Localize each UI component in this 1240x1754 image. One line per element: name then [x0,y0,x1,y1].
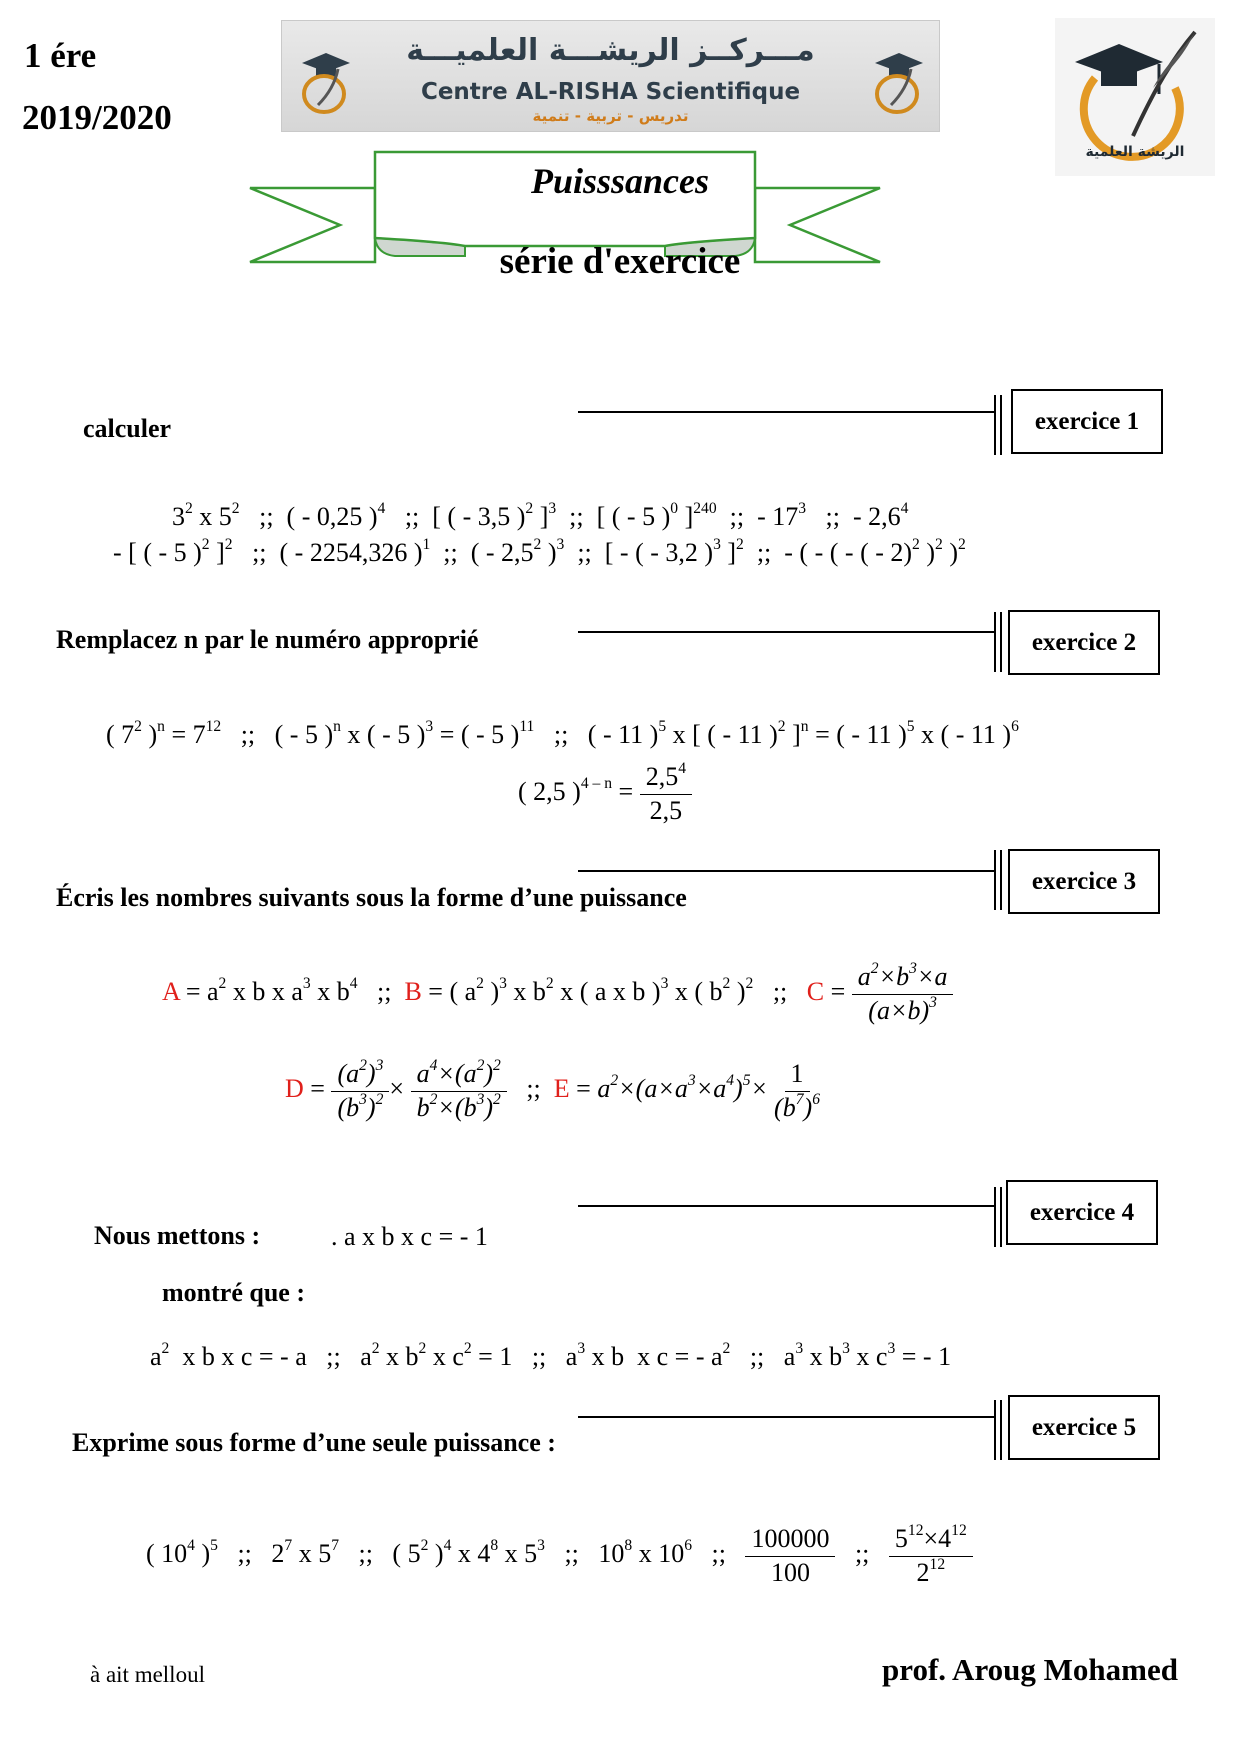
exercise-1-expressions-line-2: - [ ( - 5 )$^2$ ]$^2$ ;; ( - 2254,326 )$^1$ ;; ( - $2,5^2$ )$^3$ ;; [ - ( - 3,2 )$^3$ ]$^2$ ;; - ( - ( - ( - 2)$^2$ )$^2$ )$^2$ [113,536,966,567]
exercise-4-given: . a x b x c = - 1 [331,1222,488,1251]
exercise-2-instruction: Remplacez n par le numéro approprié [56,625,479,654]
exercise-1-instruction: calculer [83,414,172,443]
page-title: Puisssances [530,161,710,201]
exercise-2-expression-fraction: ( 2,5 )$^{4 - n}$ = $\frac{2,5^4}{2,5}$ [518,763,692,825]
exercise-5-expressions: ( $10^4$ )$^5$ ;; $2^7$ x $5^7$ ;; ( $5^2$ )$^4$ x $4^8$ x $5^3$ ;; $10^8$ x $10^6$ ;; $\frac{100000}{100}$ ;; $\frac{5^{12}\times 4^{12}}{2^{12}}$ [146,1525,973,1587]
section-divider [1000,1400,1002,1460]
section-divider [994,1400,996,1460]
page-subtitle: série d'exercice [499,241,741,282]
footer-place: à ait melloul [90,1662,205,1687]
section-divider [578,631,994,633]
center-name-arabic: مـــركــز الريشـــة العلميـــة [406,33,815,68]
logo-caption: الريشة العلمية [1085,144,1185,160]
section-divider [1000,1187,1002,1247]
center-banner-logo [281,20,940,132]
section-divider [994,1187,996,1247]
exercise-5-label: exercice 5 [1008,1395,1160,1460]
center-name-latin: Centre AL-RISHA Scientifique [420,79,801,105]
exercise-3-expressions-line-1: $A = a^2$ x b x $a^3$ x $b^4$ ;; B = ( $a^2$ )$^3$ x $b^2$ x ( a x b )$^3$ x ( $b^2$ )$^2$ ;; C = $\frac{a^2\times b^3\times a}{(a\times b)^3}$ [162,963,953,1025]
section-divider [994,850,996,910]
section-divider [994,395,996,455]
section-divider [578,1205,994,1207]
exercise-5-instruction: Exprime sous forme d’une seule puissance : [72,1428,556,1457]
section-divider [994,612,996,672]
section-divider [578,1416,994,1418]
center-slogan: تدريس - تربية - تنمية [532,107,689,125]
exercise-1-expressions-line-1: $3^2$ x $5^2$ ;; ( - 0,25 )$^4$ ;; [ ( - 3,5 )$^2$ ]$^3$ ;; [ ( - 5 )$^0$ ]$^{240}$ ;; - $17^3$ ;; - $2,6^4$ [172,500,909,531]
exercise-4-label: exercice 4 [1006,1180,1158,1245]
section-divider [1000,612,1002,672]
exercise-4-sub-instruction: montré que : [162,1278,305,1307]
school-logo [1055,18,1215,176]
section-divider [1000,395,1002,455]
exercise-4-instruction: Nous mettons : [94,1221,261,1250]
section-divider [578,870,994,872]
exercise-3-label: exercice 3 [1008,849,1160,914]
footer-author: prof. Aroug Mohamed [882,1652,1178,1687]
graduation-cap-icon [867,39,927,119]
section-divider [578,411,994,413]
exercise-2-label: exercice 2 [1008,610,1160,675]
class-level: 1 ére [24,36,97,75]
exercise-4-expressions: $a^2$ x b x c = - a ;; $a^2$ x $b^2$ x $c^2 = 1$ ;; $a^3$ x b x c = - $a^2$ ;; $a^3$ x $b^3$ x $c^3$ = - 1 [150,1340,952,1371]
exercise-3-expressions-line-2: D = $\frac{(a^2)^3}{(b^3)^2}$ × $\frac{a^4\times(a^2)^2}{b^2\times(b^3)^2}$ ;; $E = a^2\times(a\times a^3\times a^4)^5\times$ $\frac{1}{(b^7)^6}$ [285,1057,820,1122]
exercise-2-expressions-line-1: ( $7^2$ )$^n = 7^{12}$ ;; ( - 5 )$^n$ x ( - 5 )$^3$ = ( - 5 )$^{11}$ ;; ( - 11 )$^5$ x [ ( - 11 )$^2$ ]$^n$ = ( - 11 )$^5$ x ( - 11 )$^6$ [106,718,1019,749]
exercise-3-instruction: Écris les nombres suivants sous la forme d’une puissance [56,883,687,912]
section-divider [1000,850,1002,910]
school-year: 2019/2020 [22,98,172,137]
exercise-1-label: exercice 1 [1011,389,1163,454]
